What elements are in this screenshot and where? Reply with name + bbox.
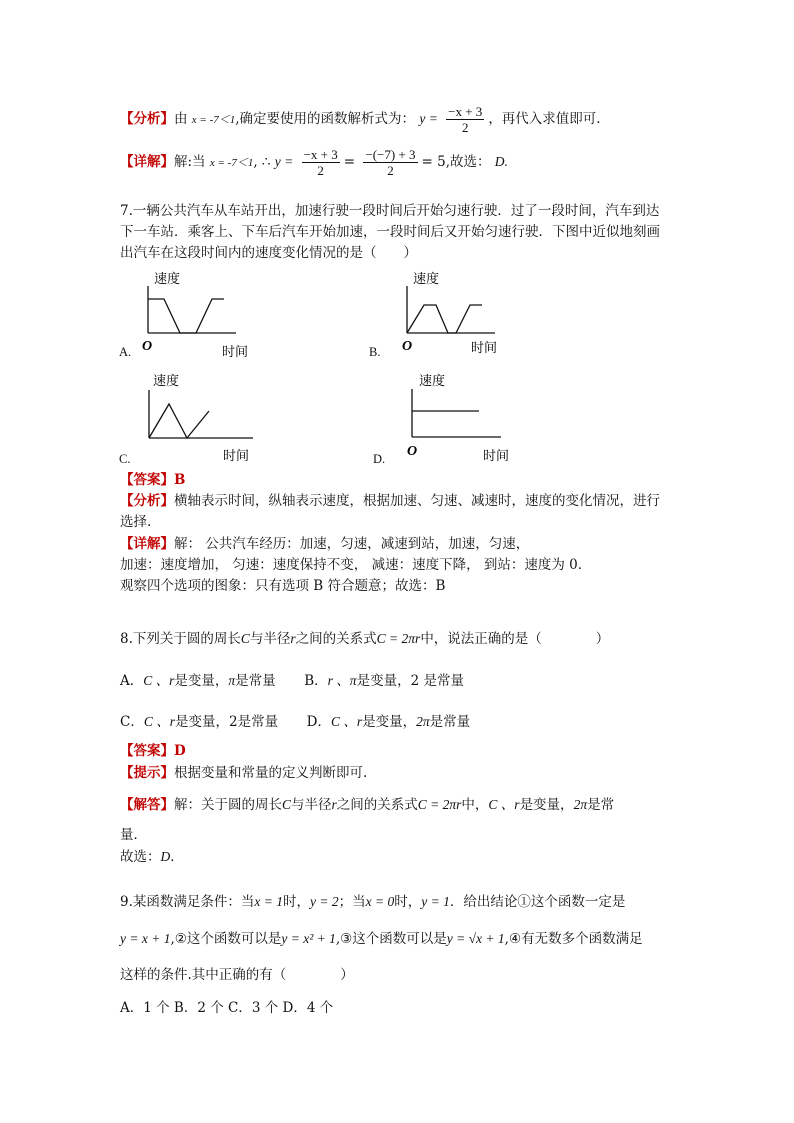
- x-axis-label: 时间: [471, 341, 498, 356]
- graph-d-svg: [405, 370, 525, 465]
- q8-hint: 【提示】根据变量和常量的定义判断即可.: [120, 765, 368, 781]
- q7-analysis-2: 选择.: [120, 514, 152, 530]
- q9-line2: y = x + 1,②这个函数可以是y = x² + 1,③这个函数可以是y = √x + 1,④有无数多个函数满足: [120, 931, 643, 947]
- q8-solution: 【解答】解：关于圆的周长C与半径r之间的关系式C = 2πr中，C 、r是变量，2π是常: [120, 797, 615, 813]
- y-axis-label: 速度: [153, 374, 180, 389]
- graph-c: [143, 370, 263, 469]
- option-c-label[interactable]: C.: [119, 452, 131, 466]
- q8-answer: 【答案】D: [120, 743, 186, 759]
- q8-options-cd: [120, 713, 470, 731]
- detail-tag: 【详解】: [120, 154, 174, 170]
- y-axis-label: 速度: [419, 374, 446, 389]
- option-d-label[interactable]: D.: [373, 452, 386, 466]
- y-axis-label: 速度: [154, 272, 181, 287]
- graph-c-svg: [143, 370, 263, 465]
- option-a-label[interactable]: A.: [119, 345, 132, 359]
- option-a[interactable]: A．C 、r是变量，π是常量: [120, 673, 276, 689]
- fraction: $\frac{-x + 3}{2}$: [303, 147, 338, 178]
- q7-detail-1: 【详解】解： 公共汽车经历：加速，匀速，减速到站，加速，匀速，: [120, 536, 530, 552]
- answer-value: B: [174, 472, 186, 488]
- x-axis-label: 时间: [223, 449, 250, 464]
- x-axis-label: 时间: [483, 449, 510, 464]
- analysis-tag: 【分析】: [120, 111, 174, 127]
- graph-a-svg: [140, 268, 250, 358]
- graph-a: [140, 268, 250, 362]
- q7-stem-line2: 下一车站．乘客上、下车后汽车开始加速，一段时间后又开始匀速行驶．下图中近似地刻画: [120, 224, 660, 240]
- graph-b-svg: [400, 268, 510, 358]
- speed-curve: [148, 299, 224, 333]
- q8-options-ab: [120, 672, 464, 690]
- q7-detail-2: 加速：速度增加， 匀速：速度保持不变， 减速：速度下降， 到站：速度为 0．: [120, 557, 592, 573]
- q9-line1: 9.某函数满足条件：当x = 1时，y = 2；当x = 0时，y = 1．给出结论①这个函数一定是: [120, 894, 626, 910]
- q7-answer: 【答案】B: [120, 472, 186, 488]
- origin-label: O: [142, 339, 153, 354]
- q6-analysis: 【分析】由 x = -7＜1,确定要使用的函数解析式为： y = $\frac{-x + 3}{2}$ ，再代入求值即可.: [120, 104, 601, 135]
- q8-stem: 8.下列关于圆的周长C与半径r之间的关系式C = 2πr中，说法正确的是（ ）: [120, 631, 610, 647]
- graph-d: [405, 370, 525, 469]
- graph-b: [400, 268, 510, 362]
- q9-options[interactable]: A．1 个 B．2 个 C．3 个 D．4 个: [120, 1000, 334, 1016]
- fraction: $\frac{-x + 3}{2}$: [448, 104, 483, 135]
- fraction: $\frac{-(-7) + 3}{2}$: [365, 147, 416, 178]
- speed-curve: [149, 404, 209, 438]
- origin-label: O: [402, 339, 413, 354]
- x-axis-label: 时间: [222, 345, 249, 360]
- option-c[interactable]: C．C 、r是变量，2是常量: [120, 714, 279, 730]
- q7-stem-line3: 出汽车在这段时间内的速度变化情况的是（ ）: [120, 245, 417, 261]
- option-b-label[interactable]: B.: [369, 345, 381, 359]
- q7-detail-3: 观察四个选项的图象：只有选项 B 符合题意；故选：B: [120, 578, 446, 594]
- y-axis-label: 速度: [413, 272, 440, 287]
- q9-line3: 这样的条件.其中正确的有（ ）: [120, 967, 354, 983]
- q6-detail: 【详解】解:当 x = -7＜1, ∴ y = $\frac{-x + 3}{2}$ = $\frac{-(-7) + 3}{2}$ = 5,故选： D.: [120, 147, 508, 178]
- q7-stem-line1: 7.一辆公共汽车从车站开出，加速行驶一段时间后开始匀速行驶．过了一段时间，汽车到达: [120, 203, 660, 219]
- origin-label: O: [407, 444, 418, 459]
- speed-curve: [407, 305, 482, 333]
- q8-solution-line3: 故选：D．: [120, 849, 184, 865]
- q8-solution-line2: 量．: [120, 827, 147, 843]
- option-b[interactable]: B．r 、π是变量，2 是常量: [304, 673, 464, 689]
- option-d[interactable]: D．C 、r是变量，2π是常量: [306, 714, 471, 730]
- q7-analysis-1: 【分析】横轴表示时间，纵轴表示速度，根据加速、匀速、减速时，速度的变化情况，进行: [120, 493, 660, 509]
